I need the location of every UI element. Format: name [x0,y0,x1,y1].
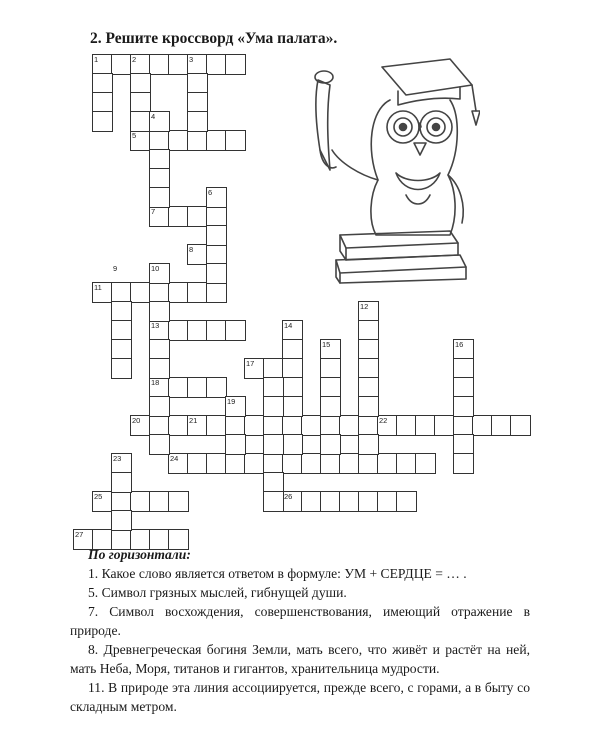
grid-cell[interactable] [187,111,208,132]
grid-cell[interactable] [206,282,227,303]
grid-cell[interactable] [168,320,189,341]
grid-cell[interactable] [225,453,246,474]
clue-number: 2 [132,55,137,64]
clue-number: 15 [322,340,331,349]
clues-section [70,545,530,716]
grid-cell[interactable] [187,244,208,265]
grid-cell[interactable] [225,54,246,75]
grid-cell[interactable] [377,491,398,512]
grid-cell[interactable] [206,225,227,246]
grid-cell[interactable] [263,396,284,417]
grid-cell[interactable] [187,282,208,303]
grid-cell[interactable] [225,320,246,341]
grid-cell[interactable] [149,320,170,341]
grid-cell[interactable] [320,339,341,360]
grid-cell[interactable] [244,358,265,379]
grid-cell[interactable] [168,377,189,398]
grid-cell[interactable] [282,453,303,474]
grid-cell[interactable] [320,377,341,398]
grid-cell[interactable] [320,434,341,455]
grid-cell[interactable] [206,54,227,75]
grid-cell[interactable] [168,415,189,436]
clue-number: 10 [151,264,160,273]
grid-cell[interactable] [510,415,531,436]
grid-cell[interactable] [149,301,170,322]
grid-cell[interactable] [396,491,417,512]
grid-cell[interactable] [415,453,436,474]
grid-cell[interactable] [434,415,455,436]
grid-cell[interactable] [111,320,132,341]
grid-cell[interactable] [130,415,151,436]
clues-heading: По горизонтали: [88,547,191,562]
grid-cell[interactable] [149,415,170,436]
grid-cell[interactable] [187,415,208,436]
grid-cell[interactable] [491,415,512,436]
grid-cell[interactable] [149,111,170,132]
grid-cell[interactable] [111,472,132,493]
clue-1: 1. Какое слово является ответом в формуле: УМ + СЕРДЦЕ = … . [88,566,467,581]
grid-cell[interactable] [92,54,113,75]
grid-cell[interactable] [225,434,246,455]
grid-cell[interactable] [187,130,208,151]
grid-cell[interactable] [339,491,360,512]
grid-cell[interactable] [92,73,113,94]
grid-cell[interactable] [453,339,474,360]
grid-cell[interactable] [301,453,322,474]
grid-cell[interactable] [111,491,132,512]
grid-cell[interactable] [225,396,246,417]
grid-cell[interactable] [206,187,227,208]
grid-cell[interactable] [187,92,208,113]
grid-cell[interactable] [301,491,322,512]
grid-cell[interactable] [130,130,151,151]
grid-cell[interactable] [339,453,360,474]
grid-cell[interactable] [282,434,303,455]
grid-cell[interactable] [111,54,132,75]
grid-cell[interactable] [206,377,227,398]
grid-cell[interactable] [149,282,170,303]
clue-number: 27 [75,530,84,539]
grid-cell[interactable] [149,263,170,284]
grid-cell[interactable] [453,396,474,417]
grid-cell[interactable] [282,339,303,360]
grid-cell[interactable] [358,453,379,474]
grid-cell[interactable] [111,453,132,474]
grid-cell[interactable] [225,130,246,151]
clue-number: 9 [113,264,118,273]
clue-7: 7. Символ восхождения, совершенствования, имеющий отражение в природе. [70,604,530,638]
books-icon [336,231,466,283]
grid-cell[interactable] [263,358,284,379]
grid-cell[interactable] [358,377,379,398]
grid-cell[interactable] [377,415,398,436]
clue-number: 18 [151,378,160,387]
grid-cell[interactable] [263,472,284,493]
grid-cell[interactable] [149,206,170,227]
clue-number: 24 [170,454,179,463]
clue-number: 22 [379,416,388,425]
clue-number: 11 [94,283,102,292]
clue-number: 26 [284,492,293,501]
grid-cell[interactable] [149,491,170,512]
grid-cell[interactable] [149,130,170,151]
graduation-cap-icon [382,59,480,125]
grid-cell[interactable] [320,396,341,417]
clue-number: 16 [455,340,464,349]
grid-cell[interactable] [149,358,170,379]
grid-cell[interactable] [358,320,379,341]
grid-cell[interactable] [453,415,474,436]
grid-cell[interactable] [149,377,170,398]
grid-cell[interactable] [339,415,360,436]
clue-8: 8. Древнегреческая богиня Земли, мать всего, что живёт и растёт на ней, мать Неба, Моря, титанов и гигантов, хранительница мудрости. [70,642,530,676]
grid-cell[interactable] [111,282,132,303]
grid-cell[interactable] [206,320,227,341]
grid-cell[interactable] [111,301,132,322]
grid-cell[interactable] [320,358,341,379]
grid-cell[interactable] [301,415,322,436]
grid-cell[interactable] [149,396,170,417]
grid-cell[interactable] [111,339,132,360]
grid-cell[interactable] [282,491,303,512]
grid-cell[interactable] [358,396,379,417]
grid-cell[interactable] [282,396,303,417]
owl-body [332,100,463,235]
grid-cell[interactable] [263,415,284,436]
grid-cell[interactable] [187,206,208,227]
grid-cell[interactable] [149,168,170,189]
grid-cell[interactable] [320,491,341,512]
clue-number: 19 [227,397,236,406]
grid-cell[interactable] [149,187,170,208]
grid-cell[interactable] [187,54,208,75]
clue-number: 23 [113,454,122,463]
grid-cell[interactable] [282,358,303,379]
grid-cell[interactable] [453,434,474,455]
scroll-icon [315,71,336,170]
grid-cell[interactable] [187,377,208,398]
clue-number: 14 [284,321,293,330]
grid-cell[interactable] [168,54,189,75]
clue-number: 3 [189,55,194,64]
grid-cell[interactable] [92,491,113,512]
grid-cell[interactable] [244,415,265,436]
grid-cell[interactable] [415,415,436,436]
grid-cell[interactable] [472,415,493,436]
grid-cell[interactable] [149,149,170,170]
clue-number: 6 [208,188,213,197]
owl-illustration [300,55,480,285]
grid-cell[interactable] [206,206,227,227]
grid-cell[interactable] [168,130,189,151]
clue-number: 8 [189,245,194,254]
grid-cell[interactable] [282,415,303,436]
grid-cell[interactable] [244,453,265,474]
clue-number: 12 [360,302,369,311]
grid-cell[interactable] [377,453,398,474]
grid-cell[interactable] [282,377,303,398]
grid-cell[interactable] [206,130,227,151]
grid-cell[interactable] [358,415,379,436]
grid-cell[interactable] [92,92,113,113]
grid-cell[interactable] [453,453,474,474]
grid-cell[interactable] [282,320,303,341]
clue-number: 5 [132,131,137,140]
grid-cell[interactable] [320,453,341,474]
grid-cell[interactable] [111,510,132,531]
grid-cell[interactable] [187,453,208,474]
grid-cell[interactable] [187,73,208,94]
grid-cell[interactable] [92,282,113,303]
clue-number: 4 [151,112,156,121]
grid-cell[interactable] [206,263,227,284]
clue-11: 11. В природе эта линия ассоциируется, прежде всего, с горами, а в быту со складным метром. [70,680,530,714]
grid-cell[interactable] [168,206,189,227]
grid-cell[interactable] [168,491,189,512]
grid-cell[interactable] [130,92,151,113]
grid-cell[interactable] [149,434,170,455]
grid-cell[interactable] [358,339,379,360]
grid-cell[interactable] [130,282,151,303]
grid-cell[interactable] [225,415,246,436]
clue-number: 21 [189,416,198,425]
clue-number: 20 [132,416,141,425]
clue-number: 7 [151,207,156,216]
grid-cell[interactable] [111,358,132,379]
grid-cell[interactable] [187,320,208,341]
grid-cell[interactable] [130,73,151,94]
grid-cell[interactable] [168,453,189,474]
grid-cell[interactable] [453,358,474,379]
grid-cell[interactable] [358,358,379,379]
grid-cell[interactable] [396,453,417,474]
grid-cell[interactable] [263,434,284,455]
clue-number: 25 [94,492,103,501]
task-title: 2. Решите кроссворд «Ума палата». [90,30,338,47]
grid-cell[interactable] [206,453,227,474]
grid-cell[interactable] [206,415,227,436]
grid-cell[interactable] [320,415,341,436]
grid-cell[interactable] [396,415,417,436]
grid-cell[interactable] [149,339,170,360]
grid-cell[interactable] [130,111,151,132]
grid-cell[interactable] [453,377,474,398]
grid-cell[interactable] [130,54,151,75]
grid-cell[interactable] [358,434,379,455]
clue-number: 13 [151,321,160,330]
clue-5: 5. Символ грязных мыслей, гибнущей души. [88,585,347,600]
grid-cell[interactable] [206,244,227,265]
grid-cell[interactable] [149,54,170,75]
grid-cell[interactable] [263,453,284,474]
grid-cell[interactable] [168,282,189,303]
clue-number: 1 [94,55,99,64]
grid-cell[interactable] [263,491,284,512]
grid-cell[interactable] [130,491,151,512]
clue-number: 17 [246,359,255,368]
grid-cell[interactable] [92,111,113,132]
grid-cell[interactable] [358,301,379,322]
grid-cell[interactable] [358,491,379,512]
grid-cell[interactable] [263,377,284,398]
